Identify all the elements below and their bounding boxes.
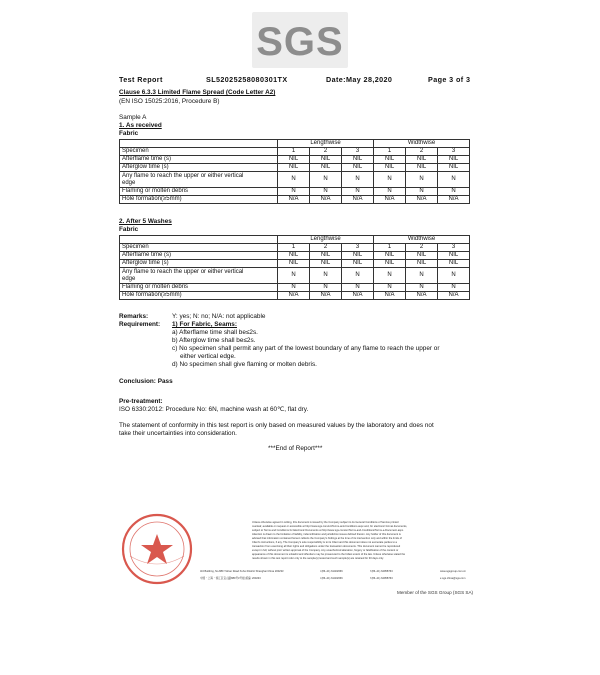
group-lengthwise: Lengthwise: [278, 236, 374, 244]
cell: NIL: [438, 252, 470, 260]
specimen-number: 3: [438, 148, 470, 156]
fax: f (86–21) 64958763: [370, 577, 393, 580]
cell: N: [406, 268, 438, 284]
row-label: [120, 172, 278, 188]
website: www.sgsgroup.com.cn: [440, 570, 466, 573]
cell: N/A: [278, 292, 310, 300]
testing-seal-stamp: [120, 512, 194, 586]
cell: N/A: [310, 292, 342, 300]
disclaimer-line: Attention is drawn to the limitation of liability, indemnification and jurisdiction issues defined therein. Any holder of this document is: [252, 533, 401, 536]
specimen-label: Specimen: [120, 244, 278, 252]
cell: NIL: [406, 156, 438, 164]
table-row: [120, 188, 470, 196]
cell: NIL: [278, 260, 310, 268]
disclaimer-line: appearance of this document is unlawful and offenders may be prosecuted to the fullest extent of the law. Unless otherwise stated the: [252, 553, 406, 556]
member-statement: Member of the SGS Group (SGS SA): [397, 590, 474, 595]
section1-heading: 1. As received: [119, 122, 162, 129]
remarks-label: Remarks:: [119, 313, 149, 320]
fax: f (86–21) 64958763: [370, 570, 393, 573]
email: e sgs.china@sgs.com: [440, 577, 466, 580]
logo-text: SGS: [256, 20, 344, 64]
disclaimer-line: overleaf, available on request or accessible at http://www.sgs.com/en/Terms-and-Conditions.aspx and, for electronic format documents,: [252, 525, 408, 528]
cell: N: [278, 268, 310, 284]
table-row: [120, 252, 470, 260]
sgs-logo: [252, 14, 348, 68]
table-row: [120, 156, 470, 164]
cell: NIL: [438, 164, 470, 172]
cell: NIL: [342, 260, 374, 268]
table-row: [120, 164, 470, 172]
cell: NIL: [278, 156, 310, 164]
table-row: [120, 196, 470, 204]
results-table-as-received: [119, 139, 470, 204]
report-date: Date:May 28,2020: [326, 75, 393, 84]
disclaimer-line: results shown in this test report refer only to the sample(s) tested and such sample(s) are retained for 30 days only.: [252, 557, 384, 560]
row-label-line2: edge: [122, 179, 136, 186]
row-label-line1: Any flame to reach the upper or either vertical: [122, 172, 244, 179]
cell: N: [342, 188, 374, 196]
cell: N/A: [374, 292, 406, 300]
requirement-heading: 1) For Fabric, Seams:: [172, 321, 237, 328]
section1-sub: Fabric: [119, 130, 139, 137]
statement-line2: take their uncertainties into consideration.: [119, 430, 237, 437]
requirement-label: Requirement:: [119, 321, 161, 328]
cell: N: [438, 188, 470, 196]
disclaimer-line: Unless otherwise agreed in writing, this document is issued by the Company subject to its General Conditions of Service printed: [252, 521, 399, 524]
table-corner: [120, 236, 278, 244]
specimen-number: 2: [406, 148, 438, 156]
row-label: Flaming or molten debris: [120, 188, 278, 196]
cell: N: [374, 172, 406, 188]
section2-heading: 2. After 5 Washes: [119, 218, 172, 225]
address-english: 3rd Building, No.889 Yishan Road Xuhui District Shanghai China 200233: [200, 570, 284, 573]
specimen-number: 2: [406, 244, 438, 252]
telephone: t (86–21) 61402666: [320, 570, 343, 573]
cell: N: [310, 268, 342, 284]
row-label: Afterglow time (s): [120, 260, 278, 268]
cell: N/A: [374, 196, 406, 204]
row-label: Flaming or molten debris: [120, 284, 278, 292]
page-number: Page 3 of 3: [428, 75, 471, 84]
cell: N/A: [406, 292, 438, 300]
statement-line1: The statement of conformity in this test report is only based on measured values by the laboratory and does not: [119, 422, 434, 429]
cell: N/A: [278, 196, 310, 204]
group-lengthwise: Lengthwise: [278, 140, 374, 148]
disclaimer-line: advised that information contained hereon reflects the Company's findings at the time of its intervention only and within the limits of: [252, 537, 402, 540]
row-label: Hole formation(≥5mm): [120, 196, 278, 204]
cell: NIL: [278, 164, 310, 172]
specimen-number: 1: [374, 244, 406, 252]
end-of-report: ***End of Report***: [268, 445, 323, 452]
table-row: [120, 244, 470, 252]
requirement-d: d) No specimen shall give flaming or molten debris.: [172, 361, 317, 368]
cell: N: [342, 268, 374, 284]
cell: N: [406, 188, 438, 196]
specimen-number: 3: [342, 148, 374, 156]
cell: N: [310, 188, 342, 196]
specimen-number: 3: [342, 244, 374, 252]
cell: N/A: [406, 196, 438, 204]
clause-standard: (EN ISO 15025:2016, Procedure B): [119, 98, 220, 105]
table-corner: [120, 140, 278, 148]
cell: N: [438, 172, 470, 188]
report-title: Test Report: [119, 75, 163, 84]
cell: NIL: [342, 156, 374, 164]
cell: NIL: [310, 156, 342, 164]
specimen-number: 1: [374, 148, 406, 156]
requirement-a: a) Afterflame time shall be≤2s.: [172, 329, 258, 336]
cell: N/A: [310, 196, 342, 204]
pretreatment-heading: Pre-treatment:: [119, 398, 163, 405]
specimen-number: 1: [278, 244, 310, 252]
disclaimer-line: except in full, without prior written approval of the Company. Any unauthorized alteration, forgery or falsification of the content or: [252, 549, 399, 552]
table-row: [120, 284, 470, 292]
row-label: Hole formation(≥5mm): [120, 292, 278, 300]
table-row: [120, 172, 470, 188]
cell: N: [342, 172, 374, 188]
cell: N/A: [342, 292, 374, 300]
cell: N: [342, 284, 374, 292]
cell: N: [438, 268, 470, 284]
cell: N: [374, 188, 406, 196]
cell: NIL: [438, 156, 470, 164]
remarks-text: Y: yes; N: no; N/A: not applicable: [172, 313, 266, 320]
group-widthwise: Widthwise: [374, 140, 470, 148]
row-label-line2: edge: [122, 275, 136, 282]
report-number: SL52025258080301TX: [206, 75, 288, 84]
table-row: [120, 292, 470, 300]
cell: NIL: [342, 252, 374, 260]
cell: NIL: [374, 260, 406, 268]
cell: N/A: [438, 292, 470, 300]
section2-sub: Fabric: [119, 226, 139, 233]
cell: N: [310, 284, 342, 292]
specimen-number: 2: [310, 244, 342, 252]
cell: N: [310, 172, 342, 188]
row-label: [120, 268, 278, 284]
cell: NIL: [406, 164, 438, 172]
cell: N: [278, 284, 310, 292]
disclaimer-line: Client's instructions, if any. The Company's sole responsibility is to its Client and this document does not exonerate parties to a: [252, 541, 397, 544]
cell: NIL: [438, 260, 470, 268]
cell: NIL: [406, 252, 438, 260]
cell: NIL: [374, 252, 406, 260]
requirement-c: c) No specimen shall permit any part of the lowest boundary of any flame to reach the upper or: [172, 345, 440, 352]
requirement-b: b) Afterglow time shall be≤2s.: [172, 337, 256, 344]
cell: NIL: [406, 260, 438, 268]
row-label: Afterflame time (s): [120, 252, 278, 260]
row-label-line1: Any flame to reach the upper or either vertical: [122, 268, 244, 275]
cell: N: [374, 284, 406, 292]
specimen-number: 1: [278, 148, 310, 156]
table-row: [120, 268, 470, 284]
specimen-number: 2: [310, 148, 342, 156]
cell: NIL: [310, 252, 342, 260]
cell: NIL: [310, 164, 342, 172]
address-chinese: 中国・上海・徐汇区宜山路889号3号楼 邮编: 200233: [200, 577, 261, 580]
sample-label: Sample A: [119, 114, 147, 121]
row-label: Afterglow time (s): [120, 164, 278, 172]
results-table-after-washes: [119, 235, 470, 300]
cell: N/A: [438, 196, 470, 204]
pretreatment-text: ISO 6330:2012: Procedure No: 6N, machine wash at 60℃, flat dry.: [119, 406, 309, 413]
cell: N: [278, 172, 310, 188]
row-label: Afterflame time (s): [120, 156, 278, 164]
conclusion: Conclusion: Pass: [119, 378, 173, 385]
cell: NIL: [310, 260, 342, 268]
cell: NIL: [278, 252, 310, 260]
disclaimer-line: transaction from exercising all their rights and obligations under the transaction documents. This document cannot be reproduced: [252, 545, 401, 548]
table-row: [120, 148, 470, 156]
requirement-c-cont: either vertical edge.: [180, 353, 236, 360]
cell: N: [438, 284, 470, 292]
cell: NIL: [374, 156, 406, 164]
cell: NIL: [374, 164, 406, 172]
group-widthwise: Widthwise: [374, 236, 470, 244]
specimen-label: Specimen: [120, 148, 278, 156]
telephone: t (86–21) 61402666: [320, 577, 343, 580]
clause-title: Clause 6.3.3 Limited Flame Spread (Code Letter A2): [119, 89, 276, 96]
cell: NIL: [342, 164, 374, 172]
specimen-number: 3: [438, 244, 470, 252]
cell: N: [278, 188, 310, 196]
cell: N: [406, 172, 438, 188]
table-row: [120, 260, 470, 268]
cell: N/A: [342, 196, 374, 204]
disclaimer-line: subject to Terms and Conditions for Electronic Documents at http://www.sgs.com/en/Terms-and-Conditions/Terms-e-Document.aspx.: [252, 529, 404, 532]
cell: N: [406, 284, 438, 292]
cell: N: [374, 268, 406, 284]
